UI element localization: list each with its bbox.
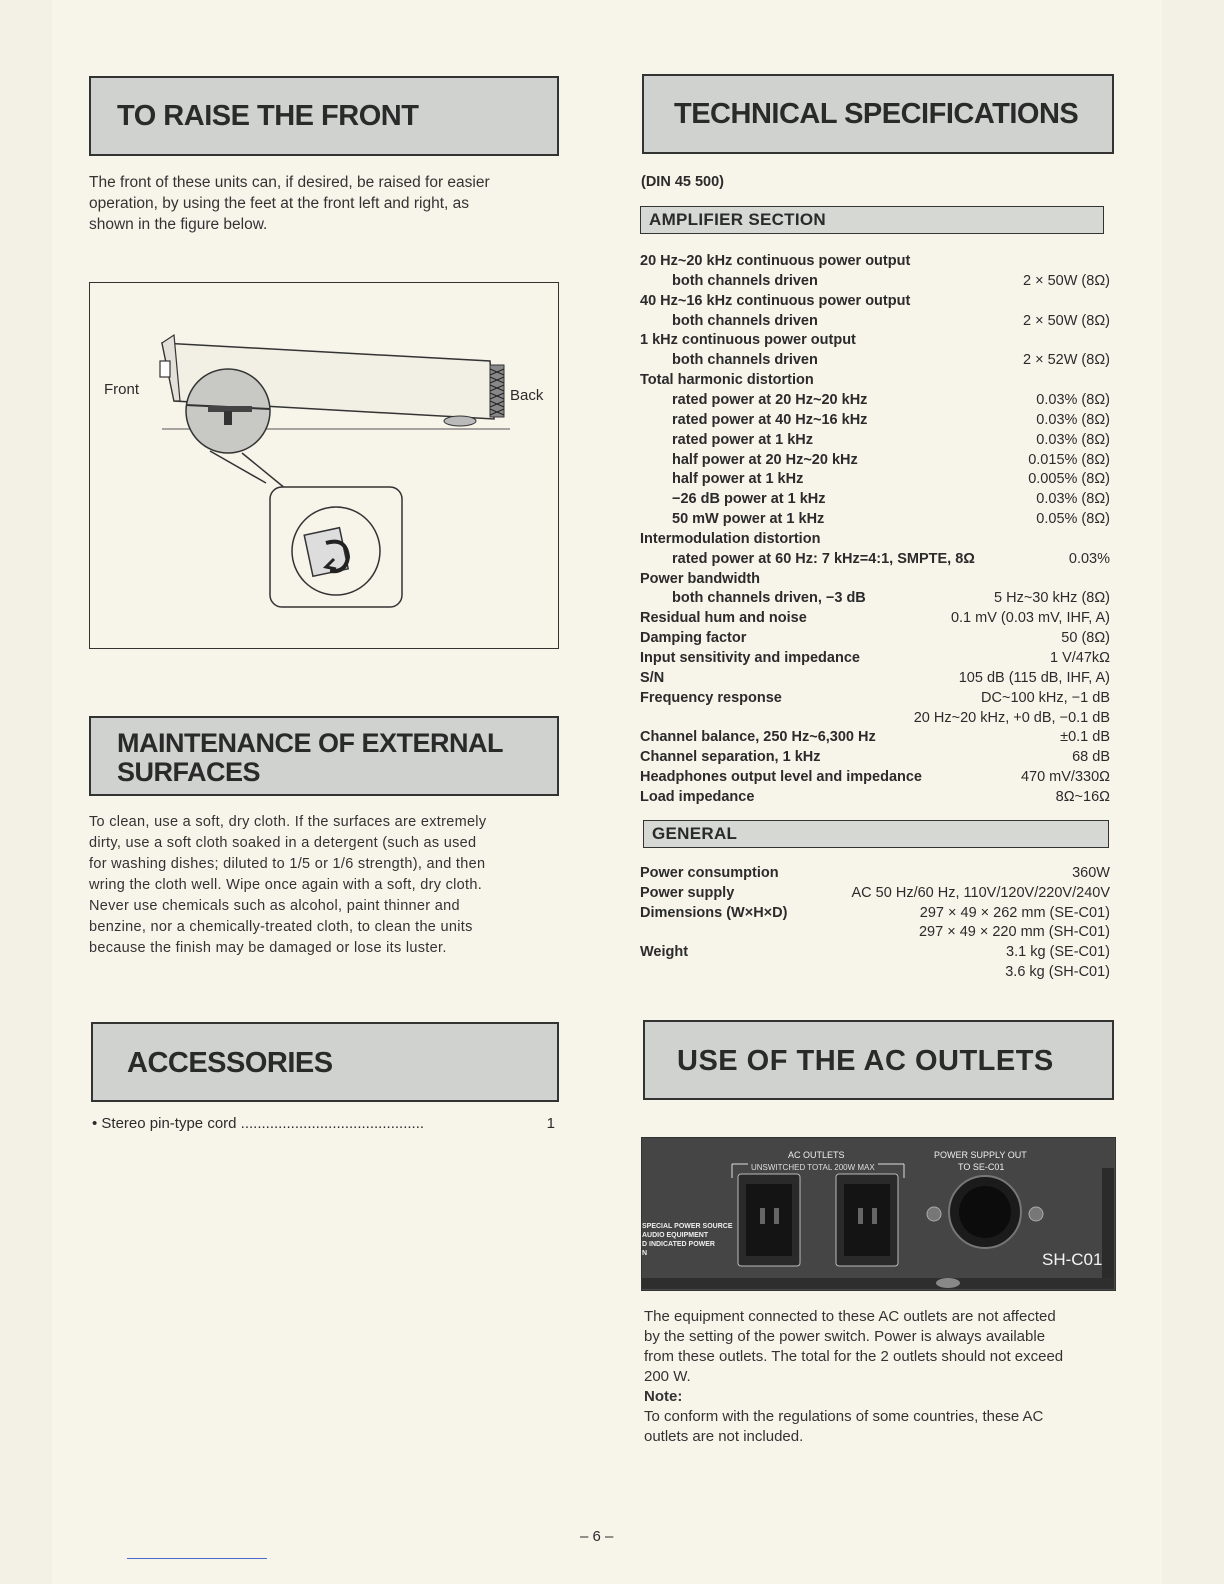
amplifier-spec-label: both channels driven, −3 dB: [672, 590, 866, 607]
amplifier-spec-row: [640, 509, 1110, 529]
amplifier-spec-row: [640, 450, 1110, 470]
amplifier-section-heading: AMPLIFIER SECTION: [640, 206, 1104, 234]
ac-outlets-sublabel: UNSWITCHED TOTAL 200W MAX: [748, 1163, 878, 1172]
amplifier-spec-label: Residual hum and noise: [640, 610, 807, 627]
amplifier-spec-value: 0.03% (8Ω): [1036, 391, 1110, 408]
maintenance-text: To clean, use a soft, dry cloth. If the surfaces are extremely dirty, use a soft cloth soaked in a detergent (such as used for washing dishes; diluted to 1/5 or 1/6 strength), and then wring the cloth well. Wipe once again with a soft, dry cloth. Never use chemicals such as alcohol, paint thinner and benzine, nor a chemically-treated cloth, to clean the units because the finish may be damaged or lose its luster.: [89, 814, 487, 956]
amplifier-spec-row: [640, 489, 1110, 509]
general-spec-row: [640, 883, 1110, 903]
amplifier-spec-value: 8Ω~16Ω: [1055, 788, 1110, 805]
power-supply-sublabel: TO SE-C01: [958, 1162, 1005, 1172]
general-spec-row: [640, 903, 1110, 923]
general-spec-value: 297 × 49 × 220 mm (SH-C01): [918, 924, 1110, 941]
amplifier-spec-label: Damping factor: [640, 630, 747, 647]
amplifier-spec-label: −26 dB power at 1 kHz: [672, 491, 826, 508]
amplifier-spec-value: 0.03% (8Ω): [1036, 431, 1110, 448]
amplifier-spec-row: [640, 549, 1110, 569]
amplifier-spec-label: both channels driven: [672, 312, 818, 329]
amplifier-spec-value: 20 Hz~20 kHz, +0 dB, −0.1 dB: [913, 709, 1110, 726]
amplifier-spec-label: both channels driven: [672, 352, 818, 369]
general-spec-label: Power consumption: [640, 865, 779, 881]
back-label: Back: [510, 387, 544, 404]
amplifier-spec-value: 470 mV/330Ω: [1020, 769, 1110, 786]
amplifier-spec-row: [640, 628, 1110, 648]
general-spec-label: Weight: [640, 944, 689, 961]
amplifier-spec-label: Input sensitivity and impedance: [640, 650, 860, 666]
amplifier-spec-value: 0.03%: [1068, 550, 1110, 567]
general-spec-label: Dimensions (W×H×D): [640, 904, 788, 921]
general-spec-value: 3.6 kg (SH-C01): [1005, 964, 1110, 980]
amplifier-spec-value: 68 dB: [1072, 749, 1110, 766]
amplifier-spec-value: 1 V/47kΩ: [1049, 650, 1110, 666]
amplifier-spec-row: [640, 608, 1110, 628]
raise-front-text: The front of these units can, if desired, be raised for easier operation, by using the feet at the front left and right, as shown in the figure below.: [89, 174, 490, 233]
accessory-item: • Stereo pin-type cord ............................................ 1: [92, 1115, 555, 1132]
amplifier-spec-row: [640, 410, 1110, 430]
amplifier-spec-value: 0.005% (8Ω): [1028, 471, 1110, 488]
unit-side-illustration: [90, 283, 557, 647]
amplifier-spec-row: [640, 390, 1110, 410]
amplifier-spec-row: [640, 588, 1110, 608]
general-spec-row: [640, 942, 1110, 962]
amplifier-spec-label: 1 kHz continuous power output: [640, 332, 856, 349]
general-spec-value: 297 × 49 × 262 mm (SE-C01): [919, 904, 1110, 921]
ac-outlets-label: AC OUTLETS: [784, 1150, 849, 1160]
amplifier-spec-row: [640, 291, 1110, 311]
amplifier-spec-row: [640, 668, 1110, 688]
amplifier-spec-value: 0.1 mV (0.03 mV, IHF, A): [950, 610, 1110, 627]
amplifier-spec-row: [640, 708, 1110, 728]
amplifier-spec-label: Channel balance, 250 Hz~6,300 Hz: [640, 729, 876, 746]
amplifier-spec-row: [640, 747, 1110, 767]
amplifier-spec-value: DC~100 kHz, −1 dB: [981, 689, 1110, 706]
raise-front-heading: TO RAISE THE FRONT: [89, 76, 559, 156]
amplifier-spec-label: 20 Hz~20 kHz continuous power output: [640, 253, 911, 269]
general-spec-label: Power supply: [640, 884, 735, 901]
amplifier-spec-row: [640, 727, 1110, 747]
model-label: SH-C01: [1042, 1250, 1103, 1269]
amplifier-spec-label: 40 Hz~16 kHz continuous power output: [640, 292, 911, 309]
amplifier-spec-label: half power at 1 kHz: [672, 471, 804, 488]
din-standard: (DIN 45 500): [641, 174, 725, 190]
amplifier-spec-label: Channel separation, 1 kHz: [640, 749, 821, 766]
page-number: – 6 –: [580, 1528, 614, 1545]
amplifier-spec-value: 0.05% (8Ω): [1036, 511, 1110, 528]
ac-outlets-heading: USE OF THE AC OUTLETS: [643, 1020, 1114, 1100]
amplifier-spec-value: 0.03% (8Ω): [1036, 411, 1110, 428]
amplifier-spec-label: 50 mW power at 1 kHz: [672, 511, 825, 528]
amplifier-spec-value: 0.03% (8Ω): [1036, 491, 1110, 508]
amplifier-spec-row: [640, 648, 1110, 668]
amplifier-spec-label: rated power at 20 Hz~20 kHz: [672, 391, 868, 408]
amplifier-spec-row: [640, 430, 1110, 450]
amplifier-spec-value: 5 Hz~30 kHz (8Ω): [994, 590, 1110, 607]
technical-specifications-heading: TECHNICAL SPECIFICATIONS: [642, 74, 1114, 154]
amplifier-spec-label: Total harmonic distortion: [640, 372, 814, 389]
general-heading: GENERAL: [643, 820, 1109, 848]
amplifier-spec-value: 105 dB (115 dB, IHF, A): [958, 669, 1110, 686]
accessories-heading: ACCESSORIES: [91, 1022, 559, 1102]
amplifier-spec-label: Intermodulation distortion: [640, 530, 821, 547]
amplifier-spec-value: 2 × 50W (8Ω): [1023, 312, 1110, 329]
amplifier-spec-label: both channels driven: [672, 272, 818, 289]
general-spec-row: [640, 962, 1110, 982]
amplifier-spec-row: [640, 469, 1110, 489]
amplifier-spec-value: ±0.1 dB: [1060, 729, 1110, 746]
general-spec-value: 360W: [1072, 865, 1110, 881]
amplifier-spec-label: S/N: [640, 669, 665, 686]
amplifier-spec-row: [640, 569, 1110, 589]
amplifier-spec-label: Frequency response: [640, 689, 782, 706]
amplifier-spec-label: half power at 20 Hz~20 kHz: [672, 451, 858, 468]
note-label: Note:: [644, 1388, 683, 1405]
amplifier-spec-row: [640, 251, 1110, 271]
amplifier-spec-label: rated power at 60 Hz: 7 kHz=4:1, SMPTE, 8Ω: [672, 550, 975, 567]
amplifier-spec-row: [640, 370, 1110, 390]
amplifier-spec-row: [640, 767, 1110, 787]
amplifier-spec-row: [640, 350, 1110, 370]
general-spec-row: [640, 863, 1110, 883]
ac-outlets-text: The equipment connected to these AC outlets are not affected by the setting of the power switch. Power is always available from these outlets. The total for the 2 outlets should not exceed 200 W. Note: To conform with the regulations of some countries, these AC outlets are not included.: [644, 1307, 1112, 1447]
accessory-quantity: 1: [541, 1115, 555, 1132]
amplifier-spec-row: [640, 311, 1110, 331]
front-label: Front: [104, 381, 140, 398]
amplifier-spec-label: Headphones output level and impedance: [640, 769, 922, 786]
amplifier-spec-value: 2 × 52W (8Ω): [1023, 352, 1110, 369]
ac-outlet-panel-photo: [641, 1137, 1116, 1291]
amplifier-spec-row: [640, 271, 1110, 291]
footer-rule: [127, 1558, 267, 1559]
amplifier-spec-value: 50 (8Ω): [1061, 630, 1110, 647]
panel-notice-text: SPECIAL POWER SOURCE AUDIO EQUIPMENT D INDICATED POWER N: [642, 1223, 733, 1257]
amplifier-spec-label: Power bandwidth: [640, 570, 761, 587]
amplifier-spec-row: [640, 330, 1110, 350]
amplifier-spec-row: [640, 787, 1110, 807]
amplifier-spec-label: Load impedance: [640, 788, 755, 805]
general-spec-value: AC 50 Hz/60 Hz, 110V/120V/220V/240V: [851, 884, 1110, 901]
amplifier-spec-row: [640, 529, 1110, 549]
maintenance-heading: MAINTENANCE OF EXTERNAL SURFACES: [89, 716, 559, 796]
general-spec-value: 3.1 kg (SE-C01): [1006, 944, 1110, 961]
amplifier-spec-label: rated power at 40 Hz~16 kHz: [672, 411, 868, 428]
amplifier-spec-value: 0.015% (8Ω): [1028, 451, 1110, 468]
general-spec-row: [640, 922, 1110, 942]
raise-front-figure: [89, 282, 559, 649]
power-supply-label: POWER SUPPLY OUT: [934, 1150, 1027, 1160]
amplifier-spec-row: [640, 688, 1110, 708]
amplifier-spec-label: rated power at 1 kHz: [672, 431, 814, 448]
amplifier-spec-value: 2 × 50W (8Ω): [1023, 272, 1110, 289]
